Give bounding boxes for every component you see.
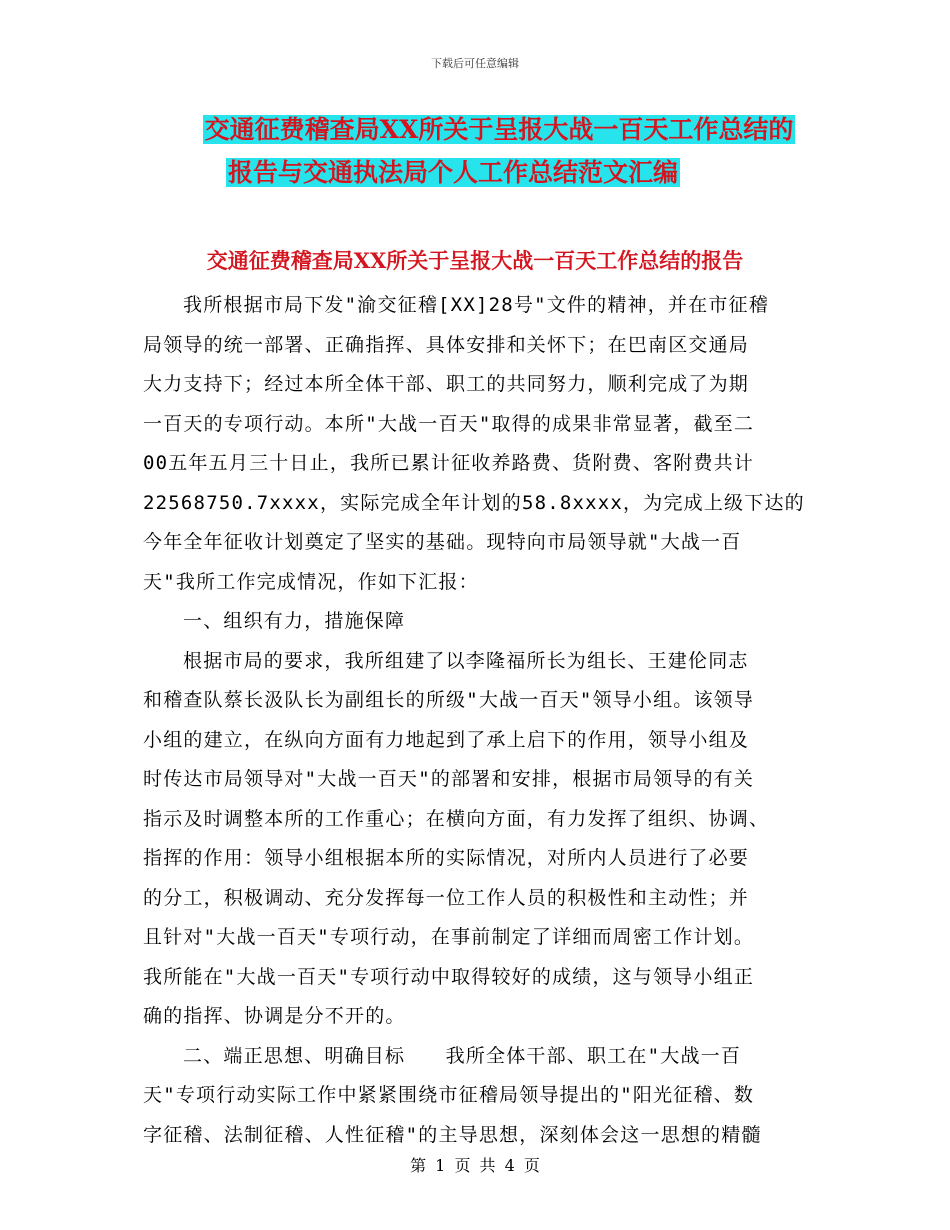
- body-line: 22568750.7xxxx，实际完成全年计划的58.8xxxx，为完成上级下达的: [143, 491, 805, 514]
- body-line: 指示及时调整本所的工作重心；在横向方面，有力发挥了组织、协调、: [143, 807, 770, 830]
- body-line: 字征稽、法制征稽、人性征稽"的主导思想，深刻体会这一思想的精髓: [143, 1123, 762, 1146]
- body-line: 根据市局的要求，我所组建了以李隆福所长为组长、王建伦同志: [183, 649, 749, 672]
- section-title: 交通征费稽查局XX所关于呈报大战一百天工作总结的报告: [206, 248, 744, 273]
- body-line: 局领导的统一部署、正确指挥、具体安排和关怀下；在巴南区交通局: [143, 333, 750, 356]
- page-number: 第 1 页 共 4 页: [410, 1156, 540, 1175]
- document-title-line-2: 报告与交通执法局个人工作总结范文汇编: [227, 158, 678, 187]
- body-line: 天"我所工作完成情况，作如下汇报：: [143, 570, 479, 593]
- body-line: 确的指挥、协调是分不开的。: [143, 1005, 406, 1027]
- section-heading: 一、组织有力，措施保障: [183, 610, 406, 632]
- body-line: 00五年五月三十日止，我所已累计征收养路费、货附费、客附费共计: [143, 452, 755, 474]
- body-line: 今年全年征收计划奠定了坚实的基础。现特向市局领导就"大战一百: [143, 531, 742, 553]
- body-line: 天"专项行动实际工作中紧紧围绕市征稽局领导提出的"阳光征稽、数: [143, 1084, 755, 1106]
- body-line: 指挥的作用：领导小组根据本所的实际情况，对所内人员进行了必要: [143, 847, 750, 869]
- section-heading: 二、端正思想、明确目标 我所全体干部、职工在"大战一百: [183, 1044, 742, 1067]
- document-title-line-1: 交通征费稽查局XX所关于呈报大战一百天工作总结的: [204, 115, 794, 144]
- body-line: 和稽查队蔡长汲队长为副组长的所级"大战一百天"领导小组。该领导: [143, 689, 755, 711]
- document-body: [143, 286, 813, 1155]
- body-line: 的分工，积极调动、充分发挥每一位工作人员的积极性和主动性；并: [143, 886, 750, 909]
- body-line: 我所根据市局下发"渝交征稽[XX]28号"文件的精神，并在市征稽: [183, 294, 769, 316]
- body-line: 我所能在"大战一百天"专项行动中取得较好的成绩，这与领导小组正: [143, 965, 755, 988]
- body-line: 且针对"大战一百天"专项行动，在事前制定了详细而周密工作计划。: [143, 926, 755, 948]
- body-line: 时传达市局领导对"大战一百天"的部署和安排，根据市局领导的有关: [143, 768, 755, 790]
- body-line: 大力支持下；经过本所全体干部、职工的共同努力，顺利完成了为期: [143, 373, 750, 395]
- body-line: 一百天的专项行动。本所"大战一百天"取得的成果非常显著，截至二: [143, 412, 755, 435]
- body-line: 小组的建立，在纵向方面有力地起到了承上启下的作用，领导小组及: [143, 728, 750, 751]
- header-note: 下载后可任意编辑: [431, 57, 519, 70]
